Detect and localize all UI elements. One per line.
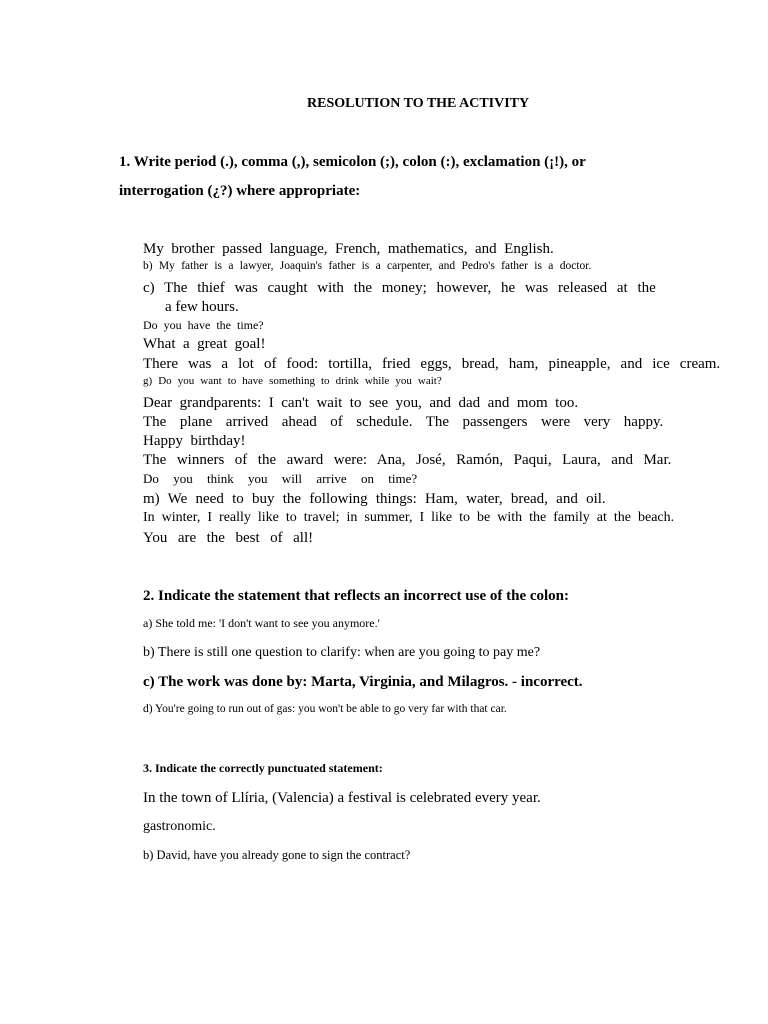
answer-c-continuation: a few hours. [165, 299, 239, 315]
answer-h: Dear grandparents: I can't wait to see you, and dad and mom too. [143, 395, 579, 411]
answer-i: The plane arrived ahead of schedule. The passengers were very happy. [143, 414, 664, 430]
section2-heading: 2. Indicate the statement that reflects an incorrect use of the colon: [143, 588, 570, 604]
document-title: RESOLUTION TO THE ACTIVITY [307, 96, 530, 111]
answer-f: There was a lot of food: tortilla, fried eggs, bread, ham, pineapple, and ice cream. [143, 356, 721, 372]
answer-a: My brother passed language, French, mathematics, and English. [143, 241, 554, 257]
answer-d: Do you have the time? [143, 318, 264, 332]
answer-c: c) The thief was caught with the money; however, he was released at the [143, 280, 656, 296]
answer-n: In winter, I really like to travel; in summer, I like to be with the family at the beach. [143, 510, 675, 525]
section3-option-b: b) David, have you already gone to sign the contract? [143, 848, 411, 862]
answer-l: Do you think you will arrive on time? [143, 471, 418, 486]
section2-option-c: c) The work was done by: Marta, Virginia, and Milagros. - incorrect. [143, 674, 583, 690]
answer-o: You are the best of all! [143, 530, 314, 546]
answer-k: The winners of the award were: Ana, José, Ramón, Paqui, Laura, and Mar. [143, 452, 672, 468]
answer-b: b) My father is a lawyer, Joaquin's father is a carpenter, and Pedro's father is a doctor. [143, 260, 592, 272]
section3-option-a: In the town of Llíria, (Valencia) a festival is celebrated every year. [143, 790, 541, 806]
answer-g: g) Do you want to have something to drink while you wait? [143, 375, 442, 387]
answer-e: What a great goal! [143, 336, 266, 352]
section2-option-a: a) She told me: 'I don't want to see you anymore.' [143, 616, 380, 630]
section2-option-b: b) There is still one question to clarify: when are you going to pay me? [143, 645, 541, 660]
section2-option-d: d) You're going to run out of gas: you won't be able to go very far with that car. [143, 703, 507, 715]
section3-option-a-continuation: gastronomic. [143, 819, 216, 834]
answer-m: m) We need to buy the following things: Ham, water, bread, and oil. [143, 491, 606, 507]
section3-heading: 3. Indicate the correctly punctuated statement: [143, 761, 383, 775]
section1-heading-line1: 1. Write period (.), comma (,), semicolon (;), colon (:), exclamation (¡!), or [119, 154, 586, 170]
answer-j: Happy birthday! [143, 433, 246, 449]
section1-heading-line2: interrogation (¿?) where appropriate: [119, 183, 361, 199]
